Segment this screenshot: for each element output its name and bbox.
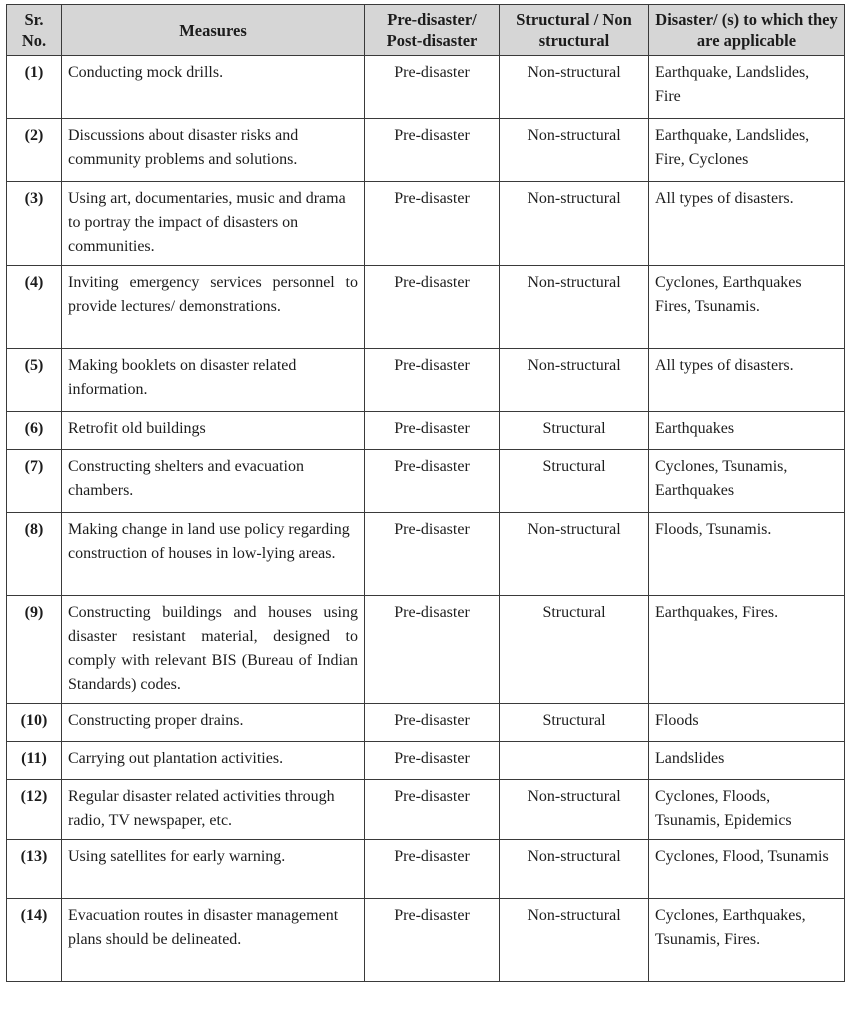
phase-cell: Pre-disaster: [365, 899, 500, 982]
applicable-disasters-cell: Cyclones, Tsunamis, Earthquakes: [649, 450, 845, 513]
applicable-disasters-cell: Floods, Tsunamis.: [649, 513, 845, 596]
type-cell: Non-structural: [500, 182, 649, 266]
table-row: [7, 742, 845, 780]
sr-no-cell: (14): [7, 899, 62, 982]
applicable-disasters-cell: Earthquake, Landslides, Fire: [649, 56, 845, 119]
sr-no-cell: (6): [7, 412, 62, 450]
table-row: [7, 899, 845, 982]
phase-cell: Pre-disaster: [365, 56, 500, 119]
table-row: [7, 182, 845, 266]
phase-cell: Pre-disaster: [365, 742, 500, 780]
applicable-disasters-cell: All types of disasters.: [649, 182, 845, 266]
table-header: [7, 5, 845, 56]
header-row: [7, 5, 845, 56]
sr-no-cell: (5): [7, 349, 62, 412]
type-cell: Non-structural: [500, 119, 649, 182]
sr-no-cell: (10): [7, 704, 62, 742]
type-cell: Non-structural: [500, 513, 649, 596]
measure-cell: Constructing shelters and evacuation chambers.: [62, 450, 365, 513]
table-row: [7, 412, 845, 450]
type-cell: Structural: [500, 412, 649, 450]
measure-cell: Discussions about disaster risks and community problems and solutions.: [62, 119, 365, 182]
header-sr-no: Sr. No.: [7, 5, 62, 56]
measure-cell: Using art, documentaries, music and drama to portray the impact of disasters on communities.: [62, 182, 365, 266]
applicable-disasters-cell: Cyclones, Earthquakes, Tsunamis, Fires.: [649, 899, 845, 982]
measure-cell: Constructing buildings and houses using disaster resistant material, designed to comply with relevant BIS (Bureau of Indian Standards) codes.: [62, 596, 365, 704]
applicable-disasters-cell: Cyclones, Floods, Tsunamis, Epidemics: [649, 780, 845, 840]
measure-cell: Regular disaster related activities through radio, TV newspaper, etc.: [62, 780, 365, 840]
table-row: [7, 266, 845, 349]
measure-cell: Using satellites for early warning.: [62, 840, 365, 899]
type-cell: [500, 742, 649, 780]
measure-cell: Constructing proper drains.: [62, 704, 365, 742]
table-body: [7, 56, 845, 982]
sr-no-cell: (1): [7, 56, 62, 119]
measure-cell: Making booklets on disaster related information.: [62, 349, 365, 412]
applicable-disasters-cell: Floods: [649, 704, 845, 742]
sr-no-cell: (3): [7, 182, 62, 266]
table-row: [7, 704, 845, 742]
type-cell: Non-structural: [500, 349, 649, 412]
type-cell: Non-structural: [500, 266, 649, 349]
measure-cell: Making change in land use policy regarding construction of houses in low-lying areas.: [62, 513, 365, 596]
applicable-disasters-cell: Cyclones, Flood, Tsunamis: [649, 840, 845, 899]
sr-no-cell: (4): [7, 266, 62, 349]
header-applicable-disasters: Disaster/ (s) to which they are applicable: [649, 5, 845, 56]
sr-no-cell: (8): [7, 513, 62, 596]
table-row: [7, 450, 845, 513]
disaster-measures-table: [6, 4, 845, 982]
table-row: [7, 513, 845, 596]
sr-no-cell: (12): [7, 780, 62, 840]
phase-cell: Pre-disaster: [365, 412, 500, 450]
sr-no-cell: (7): [7, 450, 62, 513]
measure-cell: Carrying out plantation activities.: [62, 742, 365, 780]
phase-cell: Pre-disaster: [365, 596, 500, 704]
applicable-disasters-cell: Earthquakes: [649, 412, 845, 450]
applicable-disasters-cell: Earthquake, Landslides, Fire, Cyclones: [649, 119, 845, 182]
measure-cell: Conducting mock drills.: [62, 56, 365, 119]
phase-cell: Pre-disaster: [365, 780, 500, 840]
sr-no-cell: (11): [7, 742, 62, 780]
phase-cell: Pre-disaster: [365, 840, 500, 899]
applicable-disasters-cell: All types of disasters.: [649, 349, 845, 412]
applicable-disasters-cell: Earthquakes, Fires.: [649, 596, 845, 704]
header-phase: Pre-disaster/ Post-disaster: [365, 5, 500, 56]
measure-cell: Evacuation routes in disaster management plans should be delineated.: [62, 899, 365, 982]
type-cell: Non-structural: [500, 840, 649, 899]
phase-cell: Pre-disaster: [365, 266, 500, 349]
type-cell: Non-structural: [500, 780, 649, 840]
table-row: [7, 596, 845, 704]
phase-cell: Pre-disaster: [365, 704, 500, 742]
header-type: Structural / Non structural: [500, 5, 649, 56]
sr-no-cell: (9): [7, 596, 62, 704]
type-cell: Non-structural: [500, 899, 649, 982]
phase-cell: Pre-disaster: [365, 513, 500, 596]
phase-cell: Pre-disaster: [365, 119, 500, 182]
phase-cell: Pre-disaster: [365, 349, 500, 412]
table-row: [7, 840, 845, 899]
phase-cell: Pre-disaster: [365, 450, 500, 513]
type-cell: Structural: [500, 704, 649, 742]
applicable-disasters-cell: Landslides: [649, 742, 845, 780]
type-cell: Structural: [500, 596, 649, 704]
measure-cell: Inviting emergency services personnel to provide lectures/ demonstrations.: [62, 266, 365, 349]
header-measures: Measures: [62, 5, 365, 56]
table-row: [7, 780, 845, 840]
table-row: [7, 349, 845, 412]
phase-cell: Pre-disaster: [365, 182, 500, 266]
type-cell: Non-structural: [500, 56, 649, 119]
table-row: [7, 119, 845, 182]
sr-no-cell: (13): [7, 840, 62, 899]
table-row: [7, 56, 845, 119]
sr-no-cell: (2): [7, 119, 62, 182]
type-cell: Structural: [500, 450, 649, 513]
applicable-disasters-cell: Cyclones, Earthquakes Fires, Tsunamis.: [649, 266, 845, 349]
measure-cell: Retrofit old buildings: [62, 412, 365, 450]
